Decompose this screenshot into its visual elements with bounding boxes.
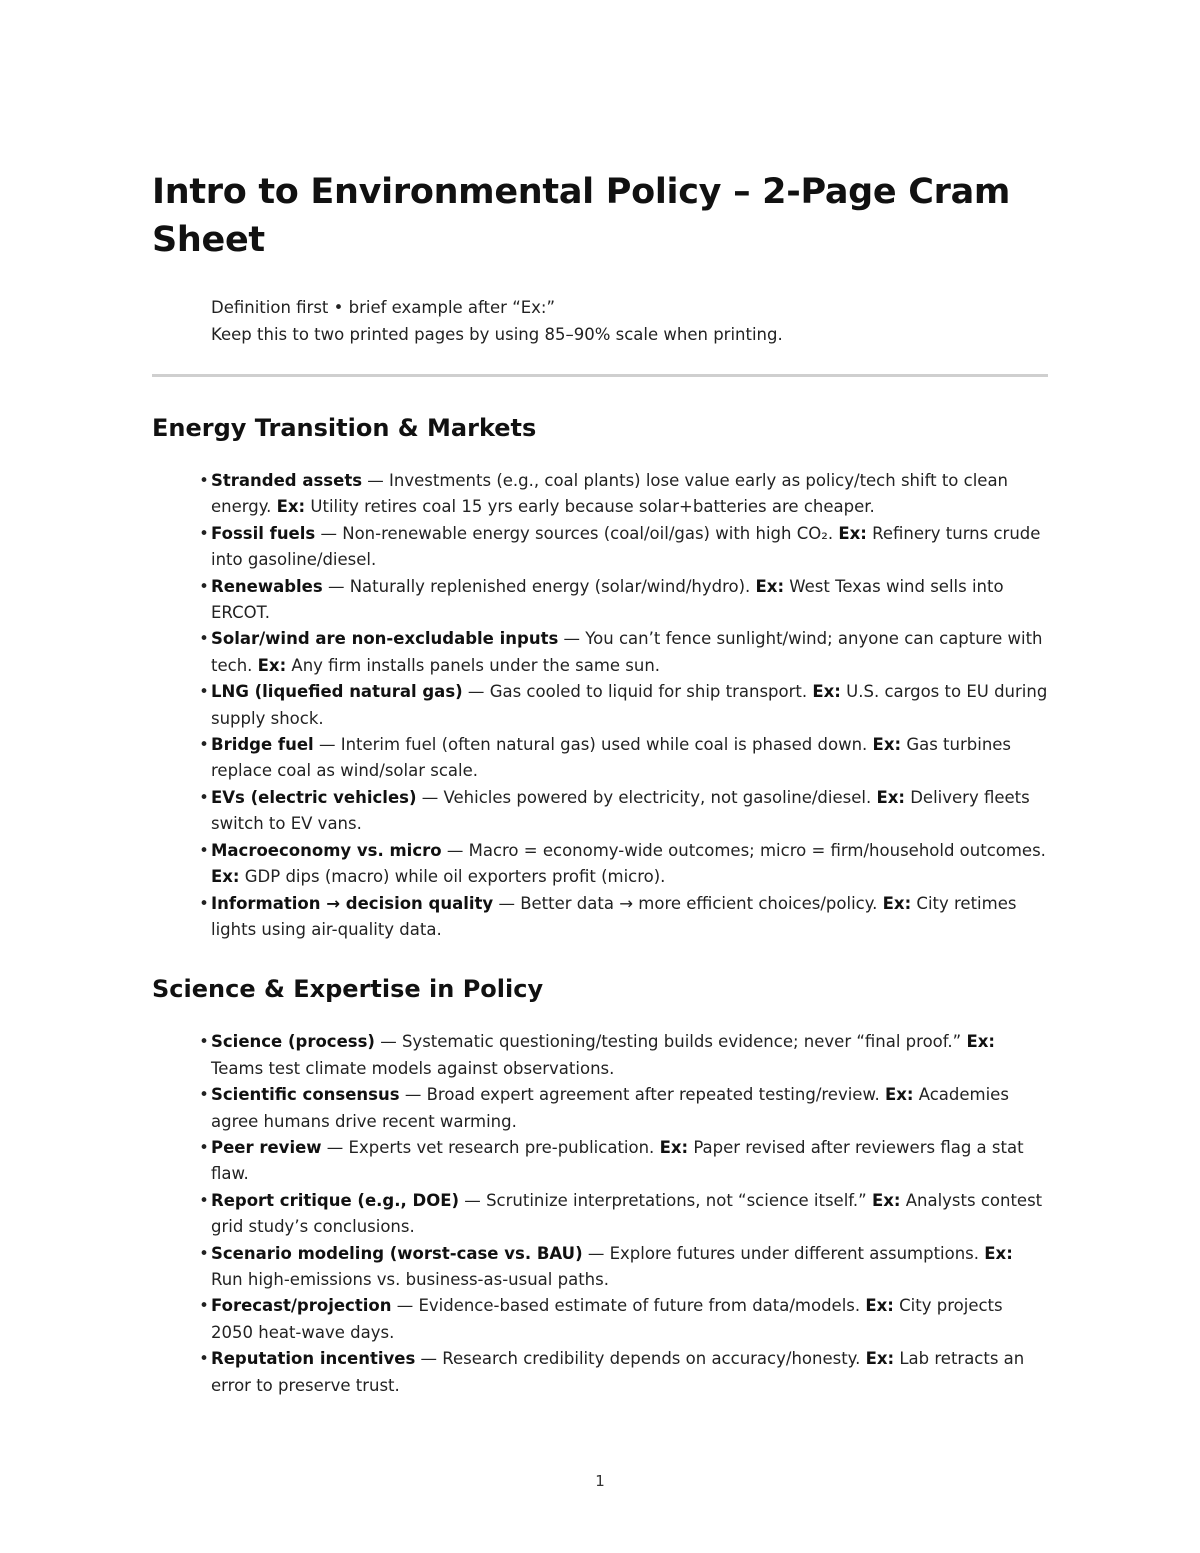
example-text: GDP dips (macro) while oil exporters profit (micro). <box>244 867 666 887</box>
example-label: Ex: <box>865 1296 894 1316</box>
definition-list <box>152 1029 1048 1399</box>
definition-text: Non-renewable energy sources (coal/oil/gas) with high CO₂. <box>342 523 834 543</box>
example-label: Ex: <box>211 867 240 887</box>
definition-text: Experts vet research pre-publication. <box>348 1137 655 1157</box>
term: Report critique (e.g., DOE) <box>211 1190 460 1210</box>
definition-text: Better data → more efficient choices/policy. <box>520 893 878 913</box>
definition-text: Gas cooled to liquid for ship transport. <box>489 682 808 702</box>
definition-item <box>152 1293 1048 1346</box>
definition-text: Naturally replenished energy (solar/wind/hydro). <box>349 576 751 596</box>
example-label: Ex: <box>884 1085 914 1105</box>
example-text: Lab retracts an error to preserve trust. <box>211 1349 1025 1395</box>
example-label: Ex: <box>984 1243 1013 1263</box>
section-heading: Science & Expertise in Policy <box>152 975 544 1004</box>
subtitle-line: Keep this to two printed pages by using 85–90% scale when printing. <box>211 325 783 344</box>
definition-text: Broad expert agreement after repeated testing/review. <box>426 1085 880 1105</box>
term: Stranded assets <box>211 471 363 490</box>
section-energy <box>152 412 1048 943</box>
example-label: Ex: <box>755 576 785 596</box>
example-label: Ex: <box>257 655 287 675</box>
horizontal-divider <box>152 374 1048 377</box>
term: Fossil fuels <box>211 523 316 543</box>
definition-text: Interim fuel (often natural gas) used while coal is phased down. <box>340 735 868 755</box>
em-dash: — <box>374 1032 402 1052</box>
definition-list <box>152 468 1048 943</box>
example-label: Ex: <box>865 1349 895 1369</box>
example-text: Refinery turns crude into gasoline/diesel. <box>211 523 1041 570</box>
bullet-icon: • <box>199 1243 209 1263</box>
example-label: Ex: <box>882 893 912 913</box>
bullet-icon: • <box>199 1296 209 1316</box>
bullet-icon: • <box>199 1085 209 1105</box>
bullet-icon: • <box>199 787 209 807</box>
term: Scenario modeling (worst-case vs. BAU) <box>211 1243 583 1263</box>
definition-item <box>152 1029 1048 1082</box>
page-number: 1 <box>595 1472 605 1490</box>
example-label: Ex: <box>876 787 905 807</box>
em-dash: — <box>391 1296 419 1316</box>
em-dash: — <box>321 1137 349 1157</box>
term: Renewables <box>211 576 323 596</box>
definition-text: Investments (e.g., coal plants) lose value early as policy/tech shift to clean energy. <box>211 471 1009 517</box>
definition-item <box>152 626 1048 679</box>
definition-text: Evidence-based estimate of future from data/models. <box>418 1296 861 1316</box>
bullet-icon: • <box>199 1137 209 1157</box>
example-text: Paper revised after reviewers flag a stat flaw. <box>211 1137 1024 1184</box>
em-dash: — <box>462 682 490 702</box>
definition-item <box>152 1082 1048 1135</box>
bullet-icon: • <box>199 735 209 755</box>
definition-item <box>152 785 1048 838</box>
example-label: Ex: <box>871 1190 901 1210</box>
example-text: City projects 2050 heat-wave days. <box>211 1296 1003 1342</box>
example-text: Academies agree humans drive recent warming. <box>211 1085 1009 1131</box>
example-text: Analysts contest grid study’s conclusions. <box>211 1190 1043 1237</box>
example-label: Ex: <box>659 1137 689 1157</box>
definition-item <box>152 679 1048 732</box>
bullet-icon: • <box>199 1349 209 1369</box>
em-dash: — <box>315 523 343 543</box>
term: Forecast/projection <box>211 1296 392 1316</box>
example-text: West Texas wind sells into ERCOT. <box>211 576 1004 623</box>
em-dash: — <box>313 735 341 755</box>
em-dash: — <box>493 893 521 913</box>
em-dash: — <box>362 471 390 490</box>
example-text: Run high-emissions vs. business-as-usual paths. <box>211 1269 609 1289</box>
definition-text: Systematic questioning/testing builds evidence; never “final proof.” <box>401 1032 962 1052</box>
example-text: Any firm installs panels under the same sun. <box>291 655 661 675</box>
term: Information → decision quality <box>211 893 494 913</box>
em-dash: — <box>558 629 586 649</box>
example-text: Gas turbines replace coal as wind/solar scale. <box>211 735 1012 781</box>
term: Solar/wind are non-excludable inputs <box>211 629 559 649</box>
subtitle-line: Definition first • brief example after “Ex:” <box>211 298 556 317</box>
example-text: City retimes lights using air-quality data. <box>211 893 1017 939</box>
example-label: Ex: <box>966 1032 995 1052</box>
definition-item <box>152 1241 1048 1294</box>
definition-item <box>152 1346 1048 1399</box>
term: LNG (liquefied natural gas) <box>211 682 463 702</box>
term: Macroeconomy vs. micro <box>211 840 442 860</box>
example-label: Ex: <box>872 735 902 755</box>
bullet-icon: • <box>199 471 209 490</box>
em-dash: — <box>322 576 350 596</box>
example-label: Ex: <box>276 497 306 517</box>
example-text: U.S. cargos to EU during supply shock. <box>211 682 1048 728</box>
term: Reputation incentives <box>211 1349 416 1369</box>
term: Scientific consensus <box>211 1085 400 1105</box>
em-dash: — <box>415 1349 443 1369</box>
em-dash: — <box>459 1190 487 1210</box>
em-dash: — <box>582 1243 610 1263</box>
em-dash: — <box>399 1085 427 1105</box>
definition-item <box>152 732 1048 785</box>
bullet-icon: • <box>199 1190 209 1210</box>
page-title: Intro to Environmental Policy – 2-Page Cram Sheet <box>152 172 1011 260</box>
definition-text: Research credibility depends on accuracy/honesty. <box>442 1349 861 1369</box>
em-dash: — <box>416 787 444 807</box>
definition-text: Explore futures under different assumptions. <box>609 1243 980 1263</box>
term: Science (process) <box>211 1032 375 1052</box>
em-dash: — <box>441 840 469 860</box>
definition-text: Macro = economy-wide outcomes; micro = firm/household outcomes. <box>468 840 1046 860</box>
definition-item <box>152 1135 1048 1188</box>
document-page <box>152 168 1048 1399</box>
term: EVs (electric vehicles) <box>211 787 417 807</box>
definition-item <box>152 838 1048 891</box>
term: Bridge fuel <box>211 735 314 755</box>
definition-item <box>152 574 1048 627</box>
definition-text: Scrutinize interpretations, not “science itself.” <box>486 1190 867 1210</box>
section-heading: Energy Transition & Markets <box>152 414 537 442</box>
bullet-icon: • <box>199 682 209 702</box>
example-text: Teams test climate models against observations. <box>211 1058 615 1078</box>
example-label: Ex: <box>812 682 841 702</box>
bullet-icon: • <box>199 576 209 596</box>
bullet-icon: • <box>199 523 209 543</box>
definition-item <box>152 468 1048 521</box>
definition-text: Vehicles powered by electricity, not gasoline/diesel. <box>443 787 872 807</box>
bullet-icon: • <box>199 840 209 860</box>
definition-item <box>152 521 1048 574</box>
example-text: Delivery fleets switch to EV vans. <box>211 787 1030 834</box>
subtitle-block <box>211 294 1048 348</box>
term: Peer review <box>211 1137 322 1157</box>
example-label: Ex: <box>838 523 867 543</box>
definition-item <box>152 891 1048 944</box>
bullet-icon: • <box>199 629 209 649</box>
definition-item <box>152 1188 1048 1241</box>
example-text: Utility retires coal 15 yrs early because solar+batteries are cheaper. <box>310 497 875 517</box>
bullet-icon: • <box>199 1032 209 1052</box>
bullet-icon: • <box>199 893 209 913</box>
section-science <box>152 973 1048 1399</box>
definition-text: You can’t fence sunlight/wind; anyone can capture with tech. <box>211 629 1043 675</box>
